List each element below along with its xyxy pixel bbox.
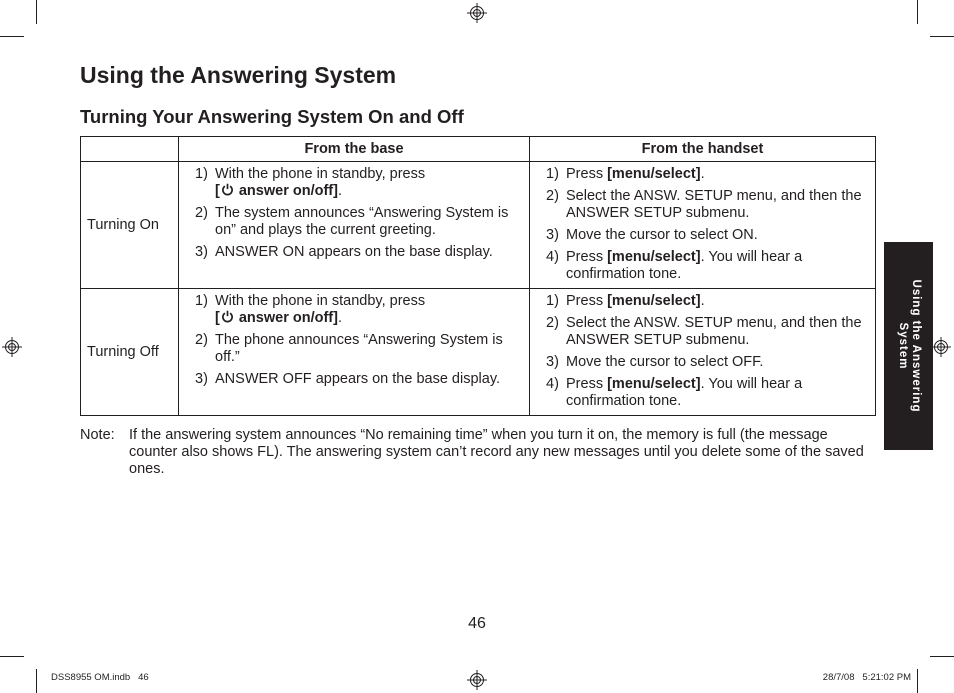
table-row-turning-off	[81, 289, 876, 416]
instructions-table	[80, 136, 876, 416]
list-item: 1) Press [menu/select].	[546, 293, 705, 309]
print-slug-file: DSS8955 OM.indb 46	[51, 672, 149, 683]
list-item: 2) Select the ANSW. SETUP menu, and then the ANSWER SETUP submenu.	[546, 315, 862, 348]
power-icon	[221, 310, 234, 323]
list-item: 2) Select the ANSW. SETUP menu, and then the ANSWER SETUP submenu.	[546, 188, 862, 221]
power-icon	[221, 183, 234, 196]
chapter-side-tab	[884, 242, 933, 450]
list-item: 1) With the phone in standby, press [ answer on/off].	[195, 293, 426, 326]
list-item: 1) With the phone in standby, press [ answer on/off].	[195, 166, 426, 199]
list-item: 3) Move the cursor to select OFF.	[546, 354, 764, 370]
registration-mark-icon	[467, 3, 487, 23]
base-steps-turning-off	[179, 289, 530, 416]
page-number: 46	[468, 615, 486, 632]
table-header-from-base: From the base	[179, 137, 530, 162]
crop-mark-bottom-left-vertical	[36, 669, 37, 693]
page-title: Using the Answering System	[80, 62, 397, 88]
crop-mark-top-right-vertical	[917, 0, 918, 24]
note	[80, 427, 876, 478]
crop-mark-bottom-left-horizontal	[0, 656, 24, 657]
list-item: 1) Press [menu/select].	[546, 166, 705, 182]
row-label-turning-on: Turning On	[81, 162, 179, 289]
row-label-turning-off: Turning Off	[81, 289, 179, 416]
list-item: 2) The system announces “Answering System is on” and plays the current greeting.	[195, 205, 509, 238]
crop-mark-top-left-vertical	[36, 0, 37, 24]
table-header-from-handset: From the handset	[530, 137, 876, 162]
note-text: If the answering system announces “No remaining time” when you turn it on, the memory is full (the message counter also shows FL). The answering system can’t record any new messages until you delete some of the saved ones.	[129, 427, 864, 477]
list-item: 4) Press [menu/select]. You will hear a confirmation tone.	[546, 249, 803, 282]
list-item: 3) Move the cursor to select ON.	[546, 227, 758, 243]
list-item: 4) Press [menu/select]. You will hear a confirmation tone.	[546, 376, 803, 409]
registration-mark-icon	[2, 337, 22, 357]
list-item: 3) ANSWER OFF appears on the base display.	[195, 371, 501, 387]
crop-mark-bottom-right-vertical	[917, 669, 918, 693]
list-item: 2) The phone announces “Answering System is off.”	[195, 332, 503, 365]
table-header-row	[81, 137, 876, 162]
registration-mark-icon	[931, 337, 951, 357]
crop-mark-top-right-horizontal	[930, 36, 954, 37]
registration-mark-icon	[467, 670, 487, 690]
print-slug-timestamp: 28/7/08 5:21:02 PM	[822, 672, 911, 683]
handset-steps-turning-off	[530, 289, 876, 416]
crop-mark-bottom-right-horizontal	[930, 656, 954, 657]
section-title: Turning Your Answering System On and Off	[80, 106, 464, 127]
note-label: Note:	[80, 427, 115, 443]
table-row-turning-on	[81, 162, 876, 289]
list-item: 3) ANSWER ON appears on the base display.	[195, 244, 493, 260]
handset-steps-turning-on	[530, 162, 876, 289]
table-header-empty	[81, 137, 179, 162]
base-steps-turning-on	[179, 162, 530, 289]
side-tab-label: Using the Answering System	[896, 279, 922, 413]
crop-mark-top-left-horizontal	[0, 36, 24, 37]
